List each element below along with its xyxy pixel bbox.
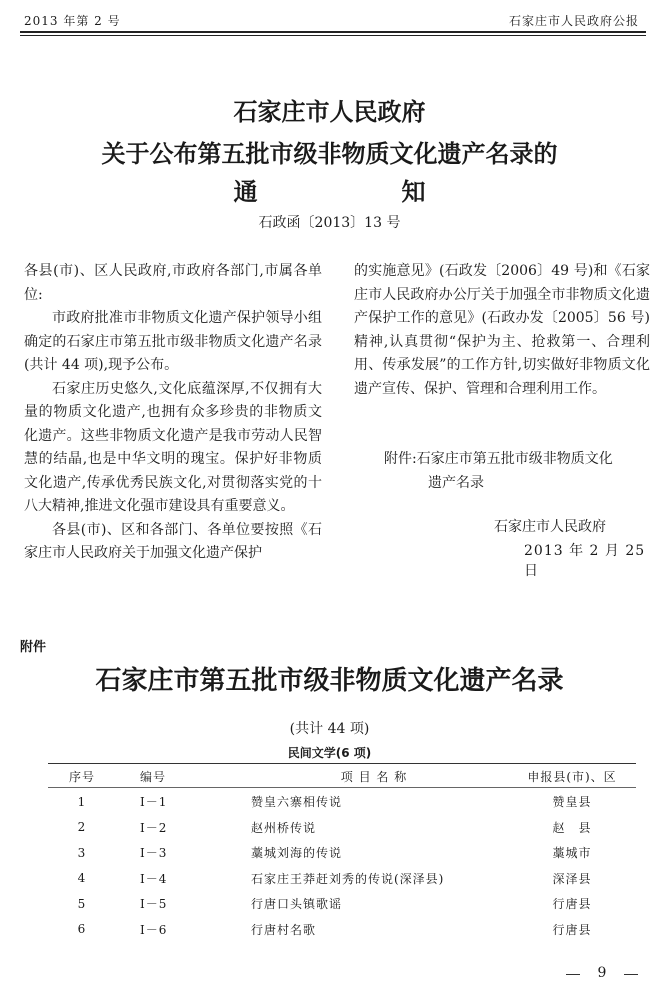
row-code: Ⅰ－6 [140,922,168,937]
header-publication: 石家庄市人民政府公报 [508,14,639,28]
notice-title-line2: 关于公布第五批市级非物质文化遗产名录的 [101,139,558,168]
row-no: 4 [77,871,87,886]
row-no: 6 [77,922,87,937]
row-region: 赞皇县 [552,795,592,810]
attachment-reference-line1: 附件:石家庄市第五批市级非物质文化 [384,451,613,467]
row-region: 行唐县 [552,897,592,912]
body-right-column [354,260,650,401]
row-region: 行唐县 [552,922,592,937]
attachment-title: 石家庄市第五批市级非物质文化遗产名录 [95,666,564,696]
column-header-code: 编号 [140,770,167,784]
document-number: 石政函〔2013〕13 号 [258,215,401,231]
table-row [48,917,636,943]
paragraph-3-start: 各县(市)、区和各部门、各单位要按照《石家庄市人民政府关于加强文化遗产保护 [24,521,322,561]
addressee: 各县(市)、区人民政府,市政府各部门,市属各单位: [24,263,322,303]
row-no: 1 [77,794,87,809]
signature-date: 2013 年 2 月 25 日 [524,543,646,579]
table-header-row [48,764,636,789]
header-rule [20,31,646,33]
attachment-reference-line2: 遗产名录 [428,474,484,491]
column-header-region: 申报县(市)、区 [527,770,617,784]
heritage-table [48,764,636,942]
header-rule-thin [20,35,646,36]
table-row [48,891,636,917]
table-row [48,789,636,815]
row-region: 赵 县 [552,820,592,835]
row-name: 行唐村名歌 [251,922,317,937]
table-row [48,815,636,841]
row-code: Ⅰ－3 [140,846,168,861]
attachment-reference [384,448,652,495]
row-code: Ⅰ－4 [140,871,168,886]
body-left-column [24,260,322,566]
row-name: 行唐口头镇歌谣 [251,897,343,912]
category-heading: 民间文学(6 项) [287,746,372,760]
row-name: 石家庄王莽赶刘秀的传说(深泽县) [251,871,445,886]
row-code: Ⅰ－5 [140,897,168,912]
item-count: (共计 44 项) [289,721,370,737]
row-name: 藁城刘海的传说 [251,846,343,861]
attachment-label: 附件 [20,640,47,655]
paragraph-3-continued: 的实施意见》(石政发〔2006〕49 号)和《石家庄市人民政府办公厅关于加强全市非物质文化遗产保护工作的意见》(石政办发〔2005〕56 号)精神,认真贯彻“保护为主、抢救第一、合理利用、传承发展”的工作方针,切实做好非物质文化遗产宣传、保护、管理和合理利用工作。 [354,263,650,397]
row-region: 藁城市 [552,846,592,861]
paragraph-2: 石家庄历史悠久,文化底蕴深厚,不仅拥有大量的物质文化遗产,也拥有众多珍贵的非物质文化遗产。这些非物质文化遗产是我市劳动人民智慧的结晶,也是中华文明的瑰宝。保护好非物质文化遗产,传承优秀民族文化,对贯彻落实党的十八大精神,推进文化强市建设具有重要意义。 [24,380,322,514]
row-code: Ⅰ－1 [140,795,168,810]
page-number: 9 [597,965,607,981]
column-header-name: 项 目 名 称 [340,770,408,784]
row-no: 3 [77,845,87,860]
row-code: Ⅰ－2 [140,820,168,835]
table-row [48,840,636,866]
paragraph-1: 市政府批准市非物质文化遗产保护领导小组确定的石家庄市第五批市级非物质文化遗产名录(共计 44 项),现予公布。 [24,310,322,373]
page-number-rule-right [624,974,638,975]
page-number-rule-left [566,974,580,975]
signature-organization: 石家庄市人民政府 [494,519,606,535]
row-region: 深泽县 [552,871,592,886]
table-row [48,866,636,892]
row-name: 赞皇六寨相传说 [251,795,343,810]
row-no: 5 [77,896,87,911]
row-no: 2 [77,820,87,835]
notice-title-line3: 通 知 [233,177,426,206]
column-header-no: 序号 [68,770,95,784]
row-name: 赵州桥传说 [251,820,317,835]
notice-title-line1: 石家庄市人民政府 [233,97,426,126]
header-issue: 2013 年第 2 号 [24,14,121,28]
